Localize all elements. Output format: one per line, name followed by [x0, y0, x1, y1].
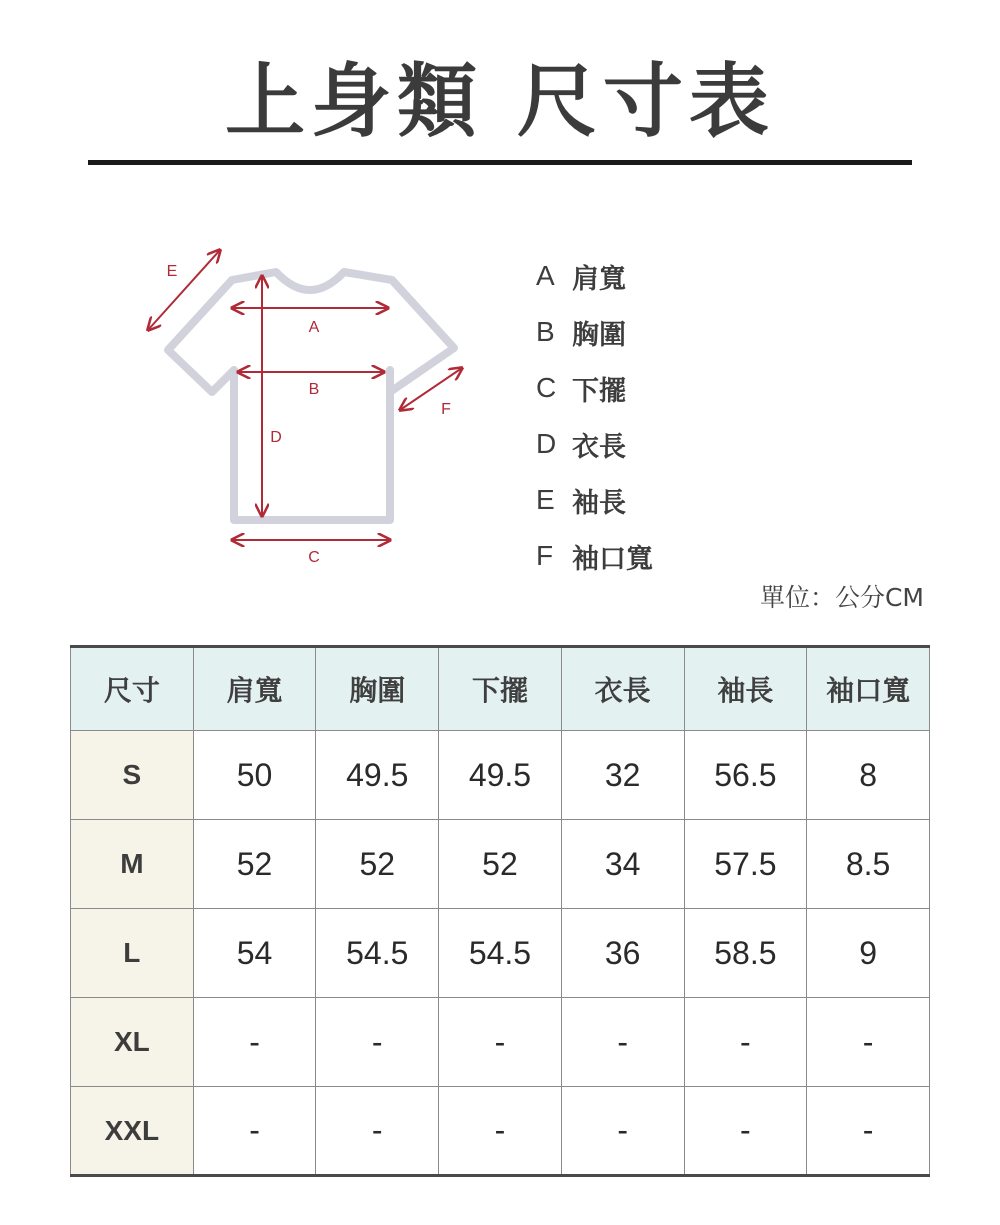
table-cell: 54.5	[439, 909, 562, 998]
table-cell: 54	[193, 909, 316, 998]
legend-letter: C	[536, 372, 557, 403]
table-header-row	[71, 647, 930, 731]
table-cell: -	[193, 998, 316, 1087]
table-cell: 8.5	[807, 820, 930, 909]
legend-label: 袖長	[572, 487, 626, 519]
table-cell: 50	[193, 731, 316, 820]
legend-item	[536, 528, 836, 584]
legend-item	[536, 472, 836, 528]
table-row	[71, 909, 930, 998]
measurement-legend	[536, 248, 836, 584]
table-cell: 49.5	[439, 731, 562, 820]
diagram-label-b: B	[308, 381, 320, 398]
arrow-e	[148, 250, 220, 330]
table-cell: 36	[561, 909, 684, 998]
legend-label: 袖口寬	[572, 543, 653, 575]
table-cell: -	[561, 998, 684, 1087]
column-header: 衣長	[561, 647, 684, 731]
legend-label: 胸圍	[572, 319, 626, 351]
column-header: 下擺	[439, 647, 562, 731]
table-cell: -	[561, 1087, 684, 1176]
column-header: 肩寬	[193, 647, 316, 731]
table-cell: 56.5	[684, 731, 807, 820]
legend-item	[536, 248, 836, 304]
diagram-label-e: E	[166, 263, 178, 280]
table-cell: -	[316, 1087, 439, 1176]
table-cell: 52	[193, 820, 316, 909]
size-cell: L	[71, 909, 194, 998]
legend-letter: D	[536, 428, 557, 459]
title-divider	[88, 160, 912, 165]
size-cell: XXL	[71, 1087, 194, 1176]
table-cell: 9	[807, 909, 930, 998]
table-cell: -	[684, 998, 807, 1087]
legend-item	[536, 304, 836, 360]
tshirt-measurement-diagram	[130, 230, 490, 570]
table-row	[71, 731, 930, 820]
table-cell: -	[316, 998, 439, 1087]
table-cell: 52	[439, 820, 562, 909]
table-row	[71, 820, 930, 909]
table-cell: 34	[561, 820, 684, 909]
table-cell: 52	[316, 820, 439, 909]
legend-letter: E	[536, 484, 555, 515]
table-row	[71, 998, 930, 1087]
column-header: 胸圍	[316, 647, 439, 731]
size-table	[70, 645, 930, 1177]
table-cell: -	[193, 1087, 316, 1176]
table-cell: -	[807, 998, 930, 1087]
page-title: 上身類 尺寸表	[225, 55, 775, 148]
legend-item	[536, 416, 836, 472]
table-cell: -	[807, 1087, 930, 1176]
legend-label: 肩寬	[572, 263, 626, 295]
column-header: 尺寸	[71, 647, 194, 731]
table-cell: -	[439, 1087, 562, 1176]
table-cell: 49.5	[316, 731, 439, 820]
diagram-label-a: A	[308, 319, 320, 336]
size-cell: M	[71, 820, 194, 909]
table-cell: -	[439, 998, 562, 1087]
column-header: 袖口寬	[807, 647, 930, 731]
table-row	[71, 1087, 930, 1176]
legend-letter: F	[536, 540, 554, 571]
table-cell: -	[684, 1087, 807, 1176]
diagram-label-c: C	[308, 549, 320, 566]
diagram-label-d: D	[270, 429, 282, 446]
legend-letter: A	[536, 260, 555, 291]
unit-note: 單位：公分CM	[759, 583, 924, 612]
table-cell: 54.5	[316, 909, 439, 998]
diagram-label-f: F	[441, 401, 451, 418]
size-cell: S	[71, 731, 194, 820]
table-cell: 32	[561, 731, 684, 820]
column-header: 袖長	[684, 647, 807, 731]
table-cell: 57.5	[684, 820, 807, 909]
legend-label: 下擺	[572, 375, 626, 407]
legend-item	[536, 360, 836, 416]
table-cell: 58.5	[684, 909, 807, 998]
legend-label: 衣長	[572, 431, 626, 463]
legend-letter: B	[536, 316, 555, 347]
size-cell: XL	[71, 998, 194, 1087]
table-cell: 8	[807, 731, 930, 820]
